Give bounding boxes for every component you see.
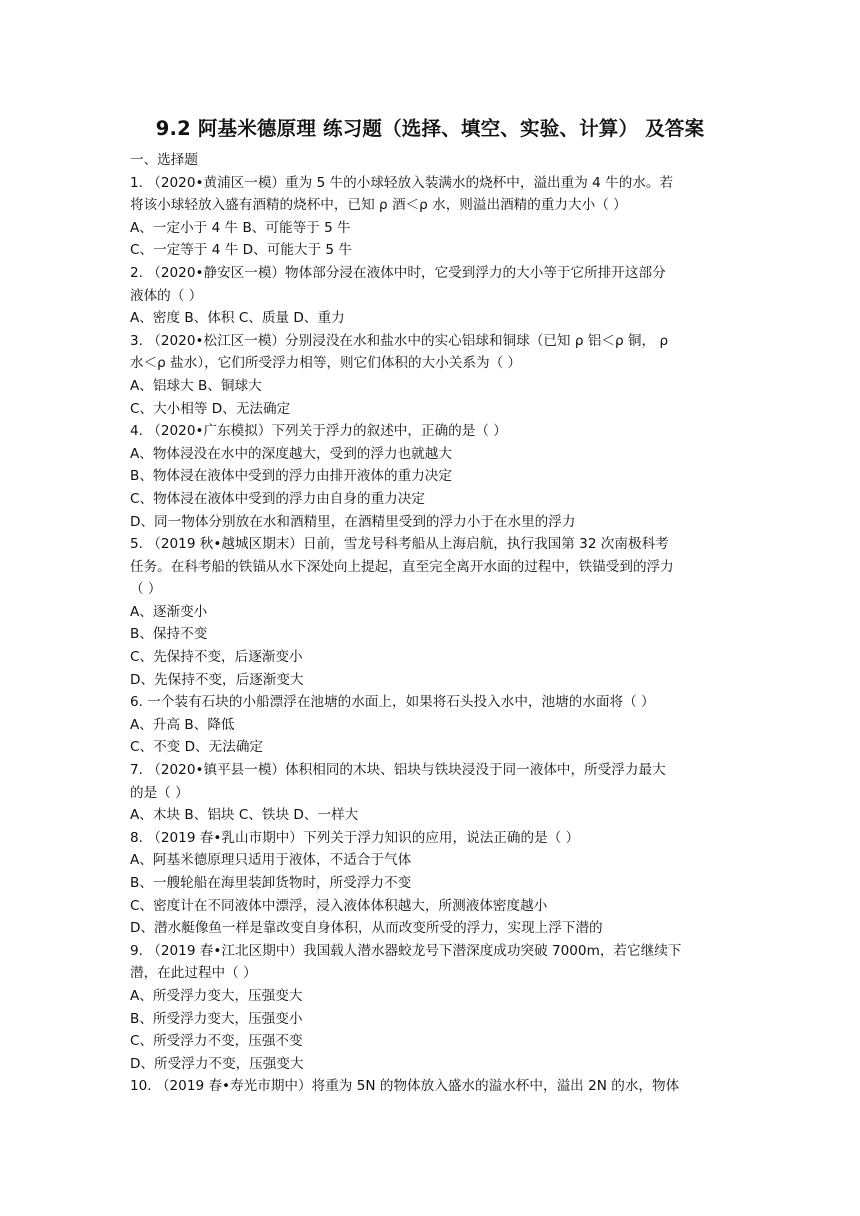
answer-option: A、物体浸没在水中的深度越大，受到的浮力也就越大 [130, 445, 452, 462]
question-stem-line: 3. （2020•松江区一模）分别浸没在水和盐水中的实心铝球和铜球（已知 ρ 铝＜ρ 铜， ρ [130, 332, 669, 349]
question-stem-line: 5. （2019 秋•越城区期末）日前，雪龙号科考船从上海启航，执行我国第 32 次南极科考 [130, 536, 669, 553]
question-stem-line: 液体的（ ） [130, 287, 203, 304]
question-stem-line: 水＜ρ 盐水），它们所受浮力相等，则它们体积的大小关系为（ ） [130, 355, 522, 372]
question-item [130, 420, 735, 533]
answer-option: C、不变 D、无法确定 [130, 739, 264, 756]
question-list [130, 149, 735, 1098]
answer-option: D、先保持不变，后逐渐变大 [130, 671, 304, 688]
answer-option: D、所受浮力不变，压强变大 [130, 1055, 304, 1072]
answer-option: D、潜水艇像鱼一样是靠改变自身体积，从而改变所受的浮力，实现上浮下潜的 [130, 920, 603, 937]
answer-option: A、阿基米德原理只适用于液体，不适合于气体 [130, 852, 412, 869]
answer-option: C、所受浮力不变，压强不变 [130, 1033, 303, 1050]
answer-option: A、升高 B、降低 [130, 716, 235, 733]
question-stem-line: 9. （2019 春•江北区期中）我国载人潜水器蛟龙号下潜深度成功突破 7000m，若它继续下 [130, 942, 682, 959]
answer-option: A、逐渐变小 [130, 603, 208, 620]
question-item [130, 1075, 735, 1098]
answer-option: C、大小相等 D、无法确定 [130, 400, 291, 417]
answer-option: C、物体浸在液体中受到的浮力由自身的重力决定 [130, 490, 425, 507]
answer-option: A、一定小于 4 牛 B、可能等于 5 牛 [130, 219, 351, 236]
question-stem-line: 潜，在此过程中（ ） [130, 965, 257, 982]
answer-option: A、铝球大 B、铜球大 [130, 377, 262, 394]
answer-option: A、所受浮力变大，压强变大 [130, 987, 303, 1004]
answer-option: A、密度 B、体积 C、质量 D、重力 [130, 310, 345, 327]
question-item [130, 330, 735, 420]
answer-option: B、所受浮力变大，压强变小 [130, 1010, 303, 1027]
question-stem-line: 将该小球轻放入盛有酒精的烧杯中，已知 ρ 酒＜ρ 水，则溢出酒精的重力大小（ ） [130, 197, 627, 214]
answer-option: B、保持不变 [130, 626, 208, 643]
answer-option: C、密度计在不同液体中漂浮，浸入液体体积越大，所测液体密度越小 [130, 897, 548, 914]
answer-option: D、同一物体分别放在水和酒精里，在酒精里受到的浮力小于在水里的浮力 [130, 513, 576, 530]
answer-option: A、木块 B、铝块 C、铁块 D、一样大 [130, 807, 359, 824]
answer-option: B、一艘轮船在海里装卸货物时，所受浮力不变 [130, 875, 412, 891]
question-stem-line: 10. （2019 春•寿光市期中）将重为 5N 的物体放入盛水的溢水杯中，溢出 2N 的水，物体 [130, 1078, 680, 1095]
question-stem-line: 8. （2019 春•乳山市期中）下列关于浮力知识的应用，说法正确的是（ ） [130, 829, 580, 846]
answer-option: C、先保持不变，后逐渐变小 [130, 649, 303, 666]
question-item [130, 691, 735, 759]
question-item [130, 759, 735, 827]
question-stem-line: 6. 一个装有石块的小船漂浮在池塘的水面上，如果将石头投入水中，池塘的水面将（ ） [130, 694, 655, 711]
section-heading: 一、选择题 [130, 152, 198, 168]
question-item [130, 940, 735, 1076]
question-stem-line: 任务。在科考船的铁锚从水下深处向上提起，直至完全离开水面的过程中，铁锚受到的浮力 [130, 558, 674, 575]
question-stem-line: 1. （2020•黄浦区一模）重为 5 牛的小球轻放入装满水的烧杯中，溢出重为 4 牛的水。若 [130, 174, 674, 191]
page-title: 9.2 阿基米德原理 练习题（选择、填空、实验、计算） 及答案 [155, 117, 705, 140]
question-item [130, 533, 735, 691]
answer-option: B、物体浸在液体中受到的浮力由排开液体的重力决定 [130, 468, 452, 485]
question-stem-line: 4. （2020•广东模拟）下列关于浮力的叙述中，正确的是（ ） [130, 423, 507, 440]
question-item [130, 827, 735, 940]
question-stem-line: 的是（ ） [130, 784, 189, 801]
question-stem-line: （ ） [130, 581, 162, 598]
answer-option: C、一定等于 4 牛 D、可能大于 5 牛 [130, 242, 352, 259]
question-stem-line: 7. （2020•镇平县一模）体积相同的木块、铝块与铁块浸没于同一液体中，所受浮力最大 [130, 762, 666, 779]
question-item [130, 172, 735, 262]
question-item [130, 262, 735, 330]
question-stem-line: 2. （2020•静安区一模）物体部分浸在液体中时，它受到浮力的大小等于它所排开这部分 [130, 264, 666, 281]
